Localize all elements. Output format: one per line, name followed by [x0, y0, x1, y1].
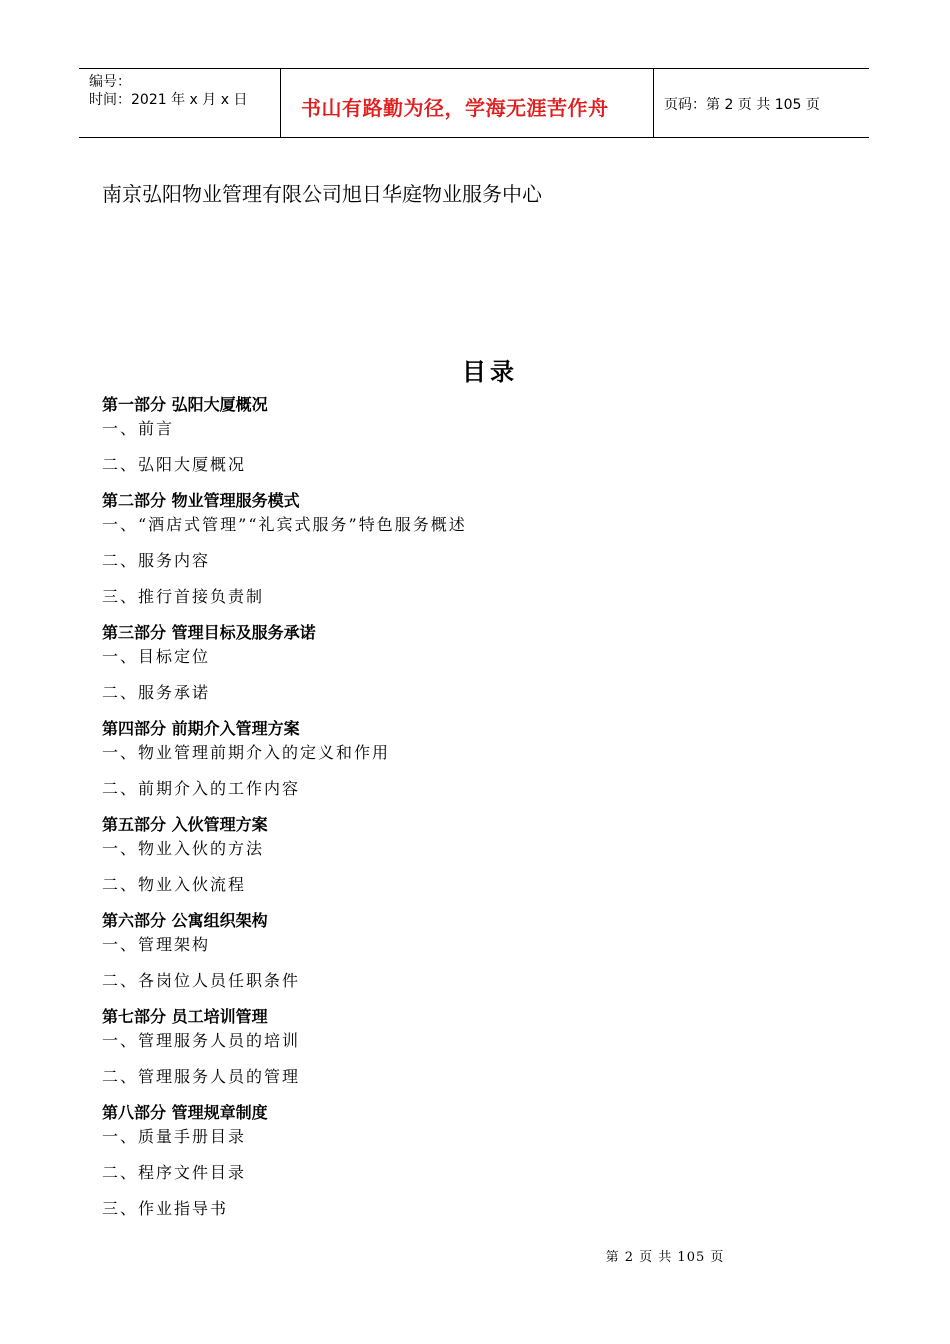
- company-name: 南京弘阳物业管理有限公司旭日华庭物业服务中心: [102, 182, 542, 206]
- toc-item[interactable]: 二、管理服务人员的管理: [102, 1067, 301, 1086]
- toc-section-gap: [102, 705, 862, 717]
- toc-item[interactable]: 二、服务承诺: [102, 683, 211, 702]
- toc-part-heading[interactable]: 第六部分 公寓组织架构: [102, 911, 268, 930]
- toc-section-gap: [102, 801, 862, 813]
- toc-item[interactable]: 二、物业入伙流程: [102, 875, 247, 894]
- toc-part-heading[interactable]: 第五部分 入伙管理方案: [102, 815, 268, 834]
- toc-section-gap: [102, 609, 862, 621]
- toc-item[interactable]: 一、前言: [102, 419, 175, 438]
- toc-item[interactable]: 一、物业管理前期介入的定义和作用: [102, 743, 391, 762]
- toc-title: 目录: [462, 358, 518, 386]
- toc-part-heading[interactable]: 第二部分 物业管理服务模式: [102, 491, 300, 510]
- table-of-contents: [102, 393, 862, 1233]
- toc-section-gap: [102, 993, 862, 1005]
- toc-item[interactable]: 二、程序文件目录: [102, 1163, 247, 1182]
- toc-part-heading[interactable]: 第八部分 管理规章制度: [102, 1103, 268, 1122]
- toc-item[interactable]: 二、各岗位人员任职条件: [102, 971, 301, 990]
- header-page-code: 页码：第 2 页 共 105 页: [664, 97, 820, 113]
- page-footer: 第 2 页 共 105 页: [605, 1250, 725, 1265]
- toc-item[interactable]: 二、服务内容: [102, 551, 211, 570]
- toc-item[interactable]: 一、管理架构: [102, 935, 211, 954]
- toc-section-gap: [102, 897, 862, 909]
- toc-part-heading[interactable]: 第四部分 前期介入管理方案: [102, 719, 300, 738]
- toc-item[interactable]: 一、目标定位: [102, 647, 211, 666]
- toc-section-gap: [102, 477, 862, 489]
- toc-item[interactable]: 二、前期介入的工作内容: [102, 779, 301, 798]
- toc-part-heading[interactable]: 第三部分 管理目标及服务承诺: [102, 623, 316, 642]
- toc-item[interactable]: 三、推行首接负责制: [102, 587, 265, 606]
- header-page-cell: [654, 69, 869, 137]
- toc-item[interactable]: 三、作业指导书: [102, 1199, 229, 1218]
- header-left-cell: [79, 69, 281, 137]
- toc-section-gap: [102, 1089, 862, 1101]
- toc-item[interactable]: 一、质量手册目录: [102, 1127, 247, 1146]
- toc-section-gap: [102, 1221, 862, 1233]
- document-date-label: 时间：2021 年 x 月 x 日: [89, 92, 248, 108]
- toc-item[interactable]: 一、“酒店式管理”“礼宾式服务”特色服务概述: [102, 515, 467, 534]
- toc-part-heading[interactable]: 第七部分 员工培训管理: [102, 1007, 268, 1026]
- toc-part-heading[interactable]: 第一部分 弘阳大厦概况: [102, 395, 268, 414]
- header-motto-cell: [281, 69, 654, 137]
- document-number-label: 编号：: [89, 74, 131, 90]
- toc-item[interactable]: 一、管理服务人员的培训: [102, 1031, 301, 1050]
- page-header: [79, 68, 869, 138]
- header-motto: 书山有路勤为径，学海无涯苦作舟: [301, 96, 609, 120]
- toc-item[interactable]: 一、物业入伙的方法: [102, 839, 265, 858]
- toc-item[interactable]: 二、弘阳大厦概况: [102, 455, 247, 474]
